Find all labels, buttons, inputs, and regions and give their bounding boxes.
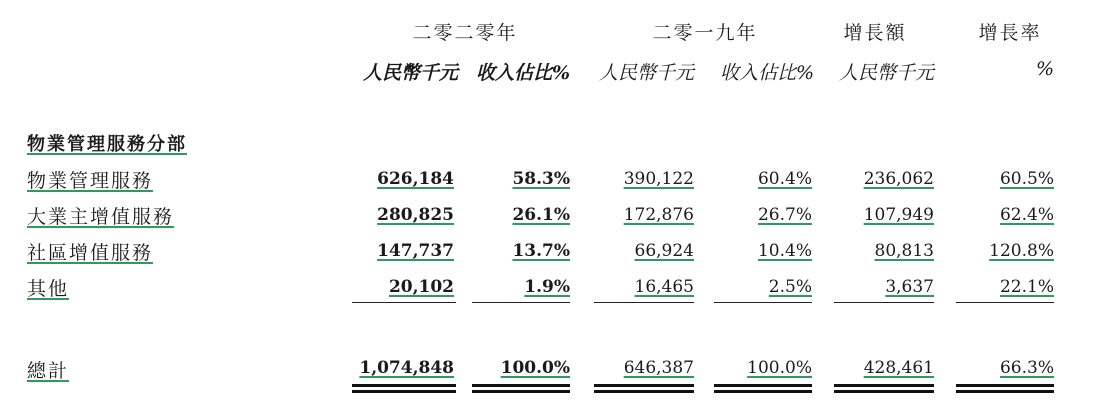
- subtotal-rule: [472, 302, 570, 303]
- unit-2020-amount: 人民幣千元: [362, 62, 458, 84]
- header-growth-amount: 增長額: [843, 22, 907, 44]
- total-2020-amount: 1,074,848: [359, 358, 454, 378]
- total-growth-amount: 428,461: [863, 358, 934, 378]
- cell-2020-amount: 147,737: [377, 241, 454, 261]
- row-label: 大業主增值服務: [27, 206, 175, 228]
- cell-2020-share: 1.9%: [524, 277, 570, 297]
- cell-2019-share: 2.5%: [768, 277, 812, 297]
- segment-title: 物業管理服務分部: [27, 134, 187, 155]
- row-label: 社區增值服務: [27, 242, 154, 264]
- cell-2019-share: 60.4%: [757, 169, 812, 189]
- cell-growth-rate: 22.1%: [999, 277, 1054, 297]
- cell-2020-share: 58.3%: [512, 169, 570, 189]
- cell-2019-amount: 172,876: [623, 205, 694, 225]
- cell-2019-amount: 390,122: [623, 169, 694, 189]
- unit-2019-share: 收入佔比%: [719, 62, 814, 84]
- header-2020: 二零二零年: [412, 22, 518, 44]
- cell-2020-amount: 626,184: [377, 169, 454, 189]
- subtotal-rule: [352, 302, 456, 303]
- unit-growth-amount: 人民幣千元: [838, 62, 934, 84]
- cell-growth-amount: 236,062: [863, 169, 934, 189]
- subtotal-rule: [714, 302, 812, 303]
- subtotal-rule: [956, 302, 1054, 303]
- total-label: 總計: [27, 360, 70, 382]
- cell-growth-rate: 120.8%: [989, 241, 1054, 261]
- cell-2019-share: 26.7%: [757, 205, 812, 225]
- row-label: 物業管理服務: [27, 170, 154, 192]
- subtotal-rule: [594, 302, 694, 303]
- cell-2019-amount: 66,924: [634, 241, 694, 261]
- cell-growth-amount: 107,949: [863, 205, 934, 225]
- unit-2019-amount: 人民幣千元: [598, 62, 694, 84]
- cell-2020-amount: 20,102: [388, 277, 454, 297]
- row-label: 其他: [27, 278, 70, 300]
- cell-2020-amount: 280,825: [377, 205, 454, 225]
- total-growth-rate: 66.3%: [999, 358, 1054, 378]
- header-growth-rate: 增長率: [978, 22, 1042, 44]
- cell-2020-share: 13.7%: [512, 241, 570, 261]
- total-2019-amount: 646,387: [623, 358, 694, 378]
- cell-growth-amount: 80,813: [874, 241, 934, 261]
- cell-growth-rate: 62.4%: [999, 205, 1054, 225]
- cell-2019-share: 10.4%: [757, 241, 812, 261]
- cell-growth-amount: 3,637: [885, 277, 934, 297]
- cell-2020-share: 26.1%: [512, 205, 570, 225]
- header-2019: 二零一九年: [652, 22, 758, 44]
- cell-2019-amount: 16,465: [634, 277, 694, 297]
- unit-2020-share: 收入佔比%: [475, 62, 570, 84]
- cell-growth-rate: 60.5%: [999, 169, 1054, 189]
- subtotal-rule: [834, 302, 934, 303]
- unit-growth-rate: %: [1035, 58, 1054, 80]
- total-2020-share: 100.0%: [500, 358, 570, 378]
- total-2019-share: 100.0%: [747, 358, 812, 378]
